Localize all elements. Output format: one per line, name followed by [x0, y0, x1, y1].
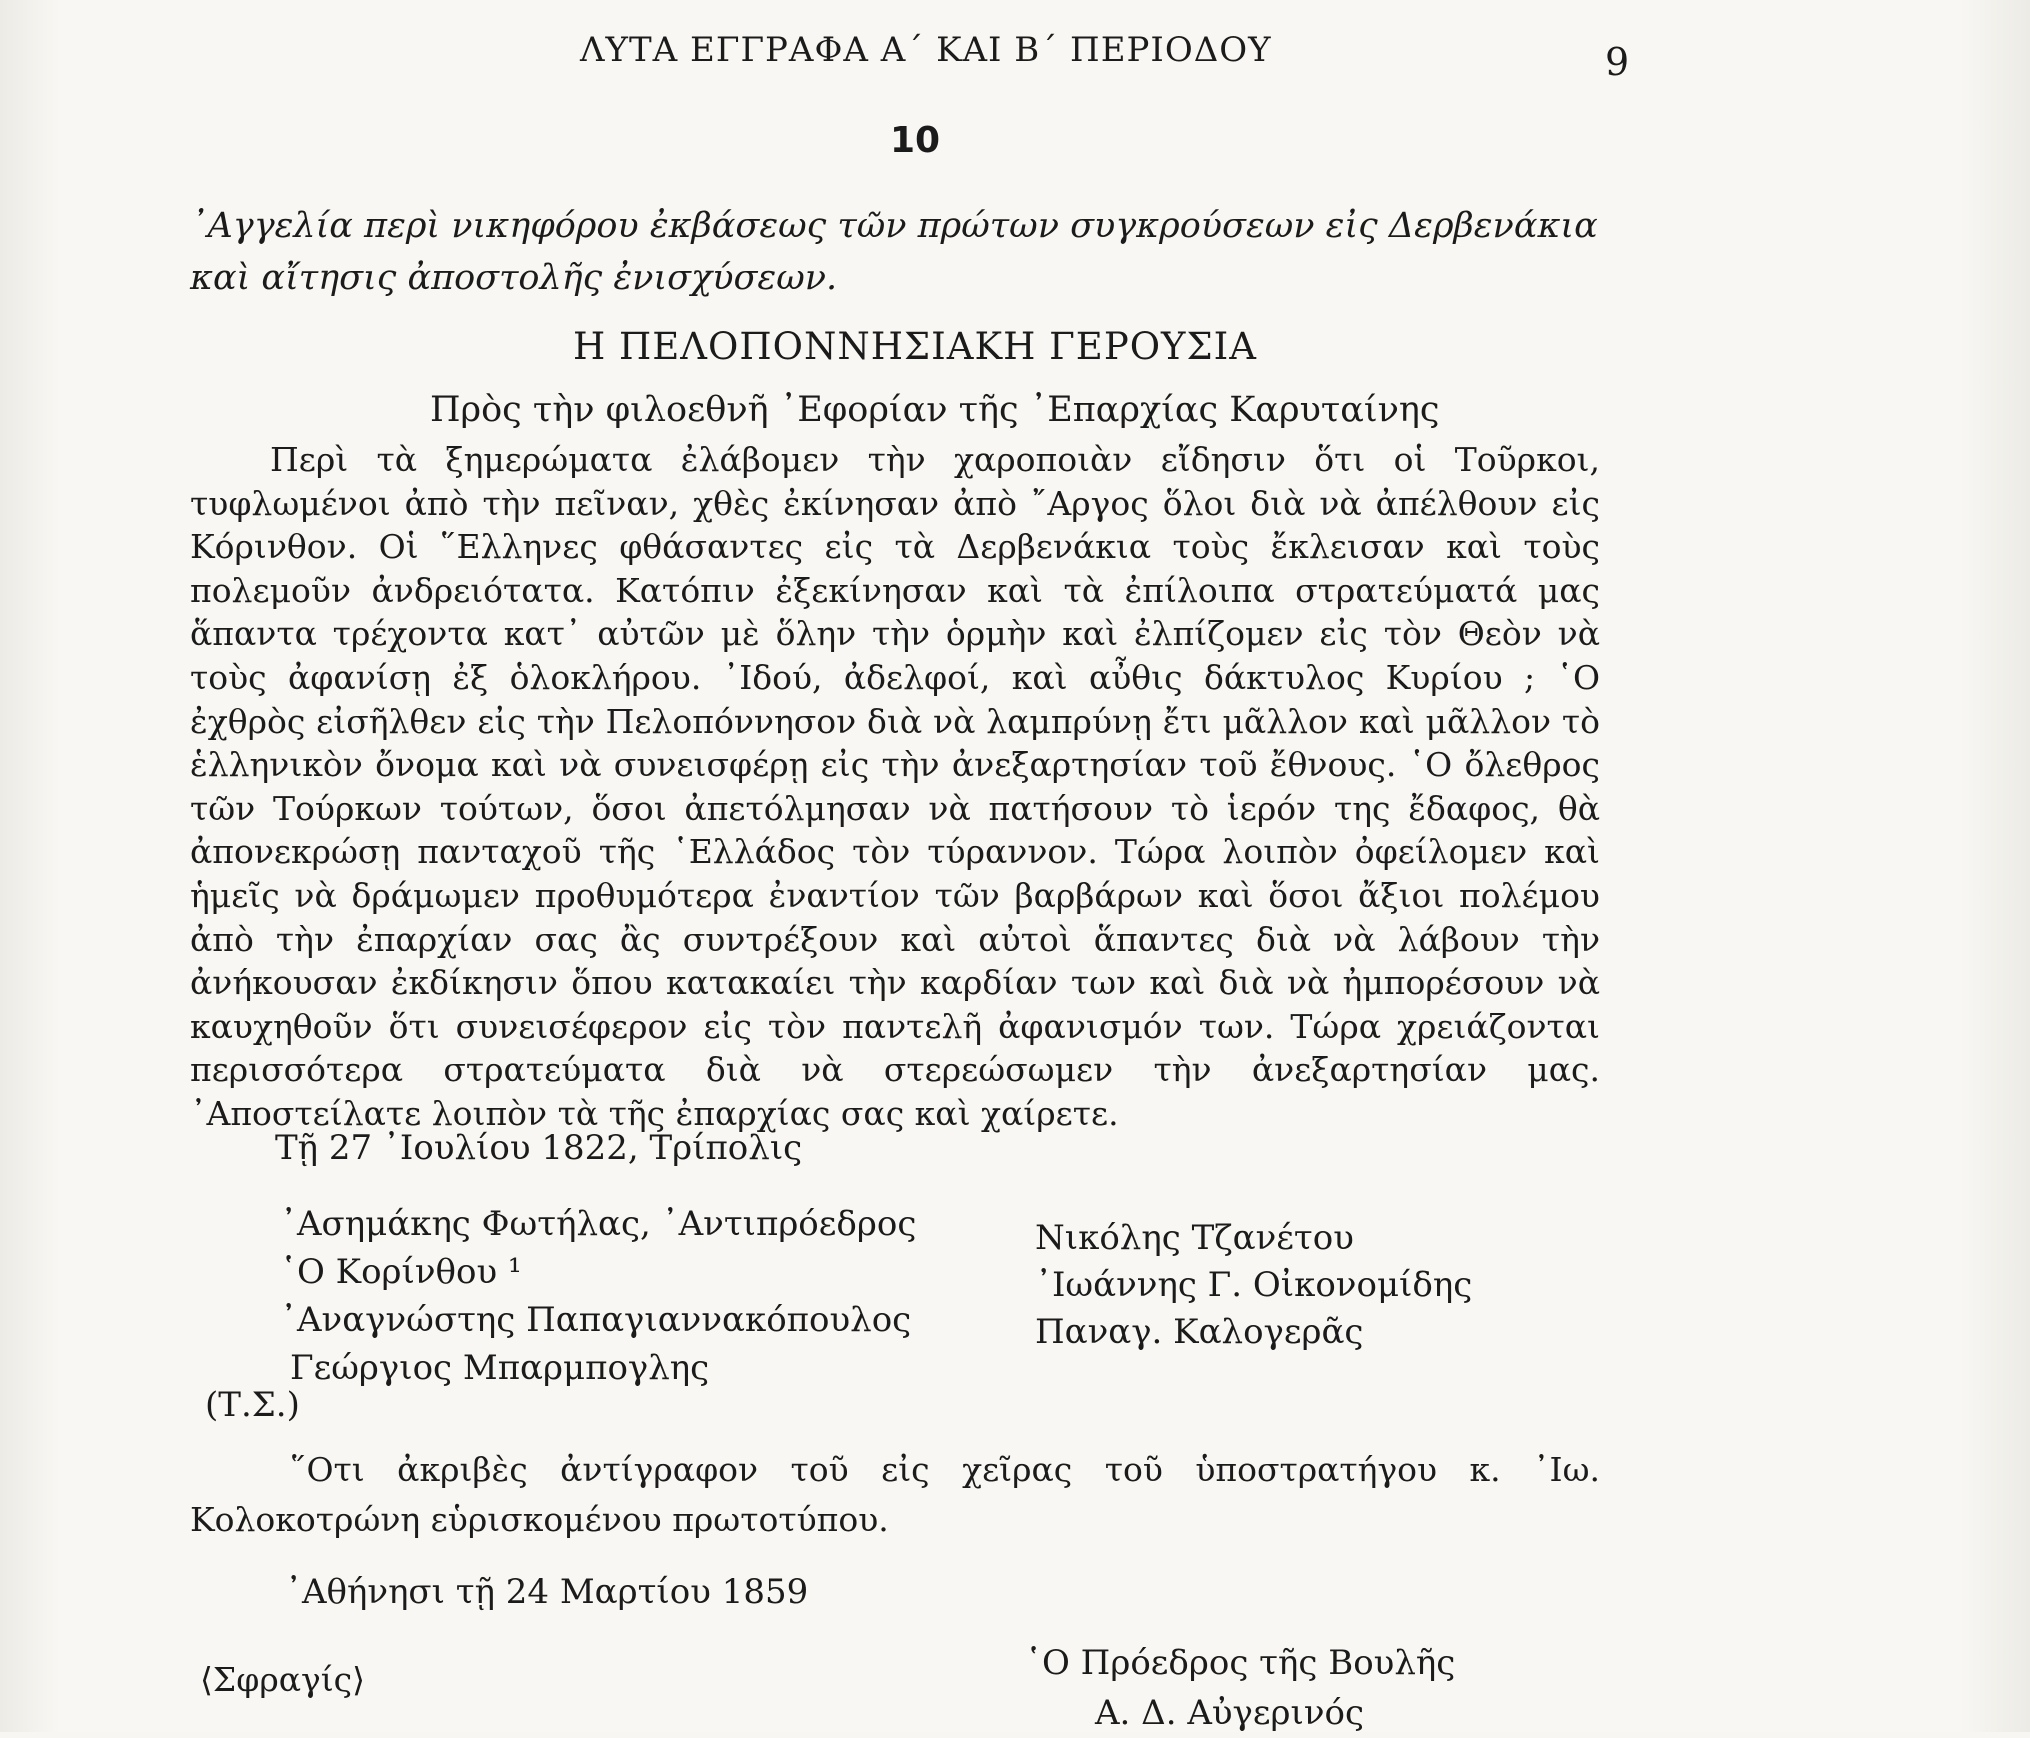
signatory: ᾿Αναγνώστης Παπαγιαννακόπουλος [280, 1300, 912, 1340]
signatory: Παναγ. Καλογερᾶς [1035, 1312, 1364, 1352]
president-signature [1025, 1638, 1455, 1738]
document-heading: Η ΠΕΛΟΠΟΝΝΗΣΙΑΚΗ ΓΕΡΟΥΣΙΑ [573, 325, 1257, 368]
signatory: Νικόλης Τζανέτου [1035, 1218, 1354, 1258]
letter-body: Περὶ τὰ ξημερώματα ἐλάβομεν τὴν χαροποιὰν εἴδησιν ὅτι οἱ Τοῦρκοι, τυφλωμένοι ἀπὸ τὴν πεῖναν, χθὲς ἐκίνησαν ἀπὸ ῎Αργος ὅλοι διὰ νὰ ἀπέλθουν εἰς Κόρινθον. Οἱ ῞Ελληνες φθάσαντες εἰς τὰ Δερβενάκια τοὺς ἔκλεισαν καὶ τοὺς πολεμοῦν ἀνδρειότατα. Κατόπιν ἐξεκίνησαν καὶ τὰ ἐπίλοιπα στρατεύματά μας ἅπαντα τρέχοντα κατ᾿ αὐτῶν μὲ ὅλην τὴν ὁρμὴν καὶ ἐλπίζομεν εἰς τὸν Θεὸν νὰ τοὺς ἀφανίσῃ ἐξ ὁλοκλήρου. ᾿Ιδού, ἀδελφοί, καὶ αὖθις δάκτυλος Κυρίου ; ῾Ο ἐχθρὸς εἰσῆλθεν εἰς τὴν Πελοπόννησον διὰ νὰ λαμπρύνῃ ἔτι μᾶλλον καὶ μᾶλλον τὸ ἑλληνικὸν ὄνομα καὶ νὰ συνεισφέρῃ εἰς τὴν ἀνεξαρτησίαν τοῦ ἔθνους. ῾Ο ὄλεθρος τῶν Τούρκων τούτων, ὅσοι ἀπετόλμησαν νὰ πατήσουν τὸ ἱερόν της ἔδαφος, θὰ ἀπονεκρώσῃ πανταχοῦ τῆς ῾Ελλάδος τὸν τύραννον. Τώρα λοιπὸν ὀφείλομεν καὶ ἡμεῖς νὰ δράμωμεν προθυμότερα ἐναντίον τῶν βαρβάρων καὶ ὅσοι ἄξιοι πολέμου ἀπὸ τὴν ἐπαρχίαν σας ἂς συντρέξουν καὶ αὐτοὶ ἅπαντες διὰ νὰ λάβουν τὴν ἀνήκουσαν ἐκδίκησιν ὅπου κατακαίει τὴν καρδίαν των καὶ διὰ νὰ ἠμπορέσουν νὰ καυχηθοῦν ὅτι συνεισέφερον εἰς τὸν παντελῆ ἀφανισμόν των. Τώρα χρειάζονται περισσότερα στρατεύματα διὰ νὰ στερεώσωμεν τὴν ἀνεξαρτησίαν μας. ᾿Αποστείλατε λοιπὸν τὰ τῆς ἐπαρχίας σας καὶ χαίρετε. [190, 440, 1600, 1133]
dateline: Τῇ 27 ᾿Ιουλίου 1822, Τρίπολις [275, 1128, 803, 1168]
signatories-right [1035, 1215, 1472, 1356]
signatory: ᾿Ιωάννης Γ. Οἰκονομίδης [1035, 1265, 1473, 1305]
president-name: Α. Δ. Αὐγερινός [1095, 1693, 1364, 1733]
signatory: ῾Ο Κορίνθου ¹ [280, 1252, 522, 1292]
president-title: ῾Ο Πρόεδρος τῆς Βουλῆς [1025, 1643, 1456, 1683]
page-number: 9 [1605, 40, 1630, 84]
signatory: ᾿Ασημάκης Φωτήλας, ᾿Αντιπρόεδρος [280, 1204, 917, 1244]
signatories-left [280, 1200, 916, 1392]
signatory: Γεώργιος Μπαρμπογλης [290, 1348, 710, 1388]
running-title: ΛΥΤΑ ΕΓΓΡΑΦΑ Α΄ ΚΑΙ Β΄ ΠΕΡΙΟΔΟΥ [580, 30, 1272, 70]
recipient-line: Πρὸς τὴν φιλοεθνῆ ᾿Εφορίαν τῆς ᾿Επαρχίας Καρυταίνης [430, 390, 1440, 430]
document-number: 10 [889, 120, 941, 161]
seal-mark: ⟨Σφραγίς⟩ [200, 1660, 366, 1699]
place-date: ᾿Αθήνησι τῇ 24 Μαρτίου 1859 [285, 1572, 809, 1612]
seal-abbreviation: (Τ.Σ.) [205, 1385, 300, 1425]
document-summary: ᾿Αγγελία περὶ νικηφόρου ἐκβάσεως τῶν πρώτων συγκρούσεων εἰς Δερβενάκια καὶ αἴτησις ἀποστολῆς ἐνισχύσεων. [190, 206, 1598, 298]
attestation-text: ῞Οτι ἀκριβὲς ἀντίγραφον τοῦ εἰς χεῖρας τοῦ ὑποστρατήγου κ. ᾿Ιω. Κολοκοτρώνη εὑρισκομένου πρωτοτύπου. [190, 1450, 1600, 1539]
